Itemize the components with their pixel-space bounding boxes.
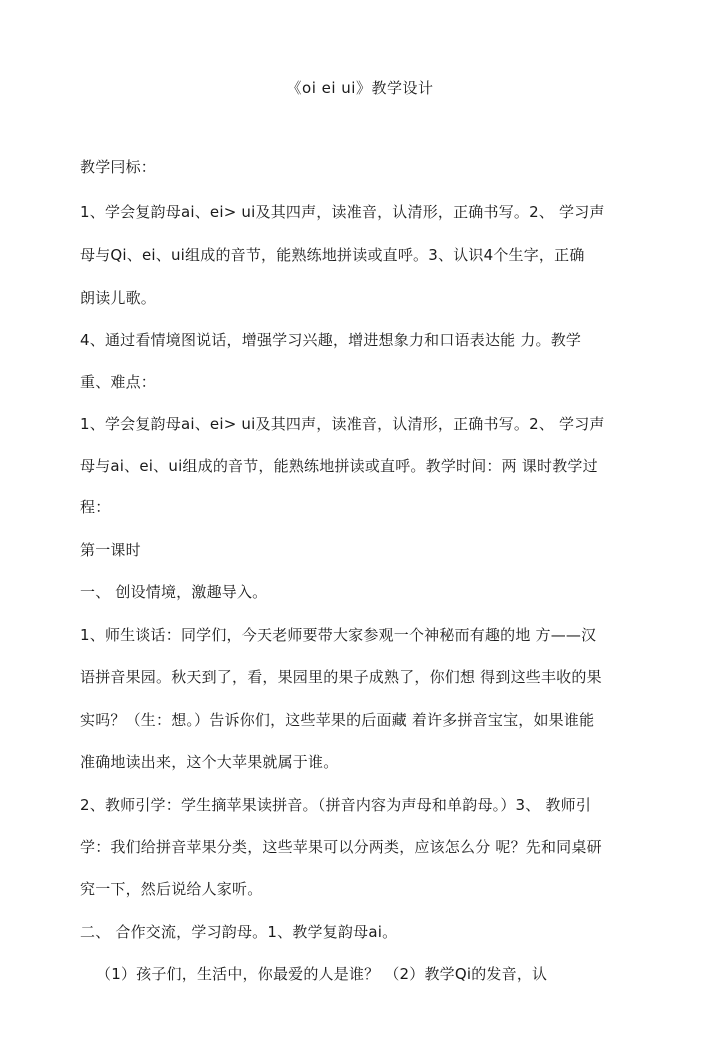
section-heading: 第一课时 [80, 541, 141, 559]
text-line: 4、通过看情境图说话，增强学习兴趣，增进想象力和口语表达能 力。教学 [80, 331, 582, 349]
text-line: 1、学会复韵母ai、ei> ui及其四声，读准音，认清形，正确书写。2、 学习声 [80, 203, 605, 221]
text-line: 2、教师引学：学生摘苹果读拼音。（拼音内容为声母和单韵母。）3、 教师引 [80, 796, 592, 814]
text-line: 母与Qi、ei、ui组成的音节，能熟练地拼读或直呼。3、认识4个生字，正确 [80, 246, 585, 264]
text-line: （1）孩子们，生活中，你最爱的人是谁？ （2）教学Qi的发音，认 [96, 965, 548, 983]
document-title: 《oi ei ui》教学设计 [286, 79, 434, 97]
text-line: 语拼音果园。秋天到了，看，果园里的果子成熟了，你们想 得到这些丰收的果 [80, 668, 602, 686]
text-line: 准确地读出来，这个大苹果就属于谁。 [80, 753, 339, 771]
text-line: 朗读儿歌。 [80, 289, 157, 307]
section-heading: 二、 合作交流，学习韵母。1、教学复韵母ai。 [80, 923, 398, 941]
text-line: 程： [80, 498, 111, 516]
text-line: 教学冃标： [80, 158, 157, 176]
text-line: 1、师生谈话：同学们，今天老师要带大家参观一个神秘而有趣的地 方——汉 [80, 626, 597, 644]
text-line: 重、难点： [80, 373, 157, 391]
text-line: 母与ai、ei、ui组成的音节，能熟练地拼读或直呼。教学时间：两 课时教学过 [80, 457, 598, 475]
text-line: 究一下，然后说给人家听。 [80, 880, 263, 898]
section-heading: 一、 创设情境，激趣导入。 [80, 583, 268, 601]
text-line: 实吗？（生：想。）告诉你们，这些苹果的后面藏 着许多拼音宝宝，如果谁能 [80, 711, 595, 729]
text-line: 学：我们给拼音苹果分类，这些苹果可以分两类，应该怎么分 呢？先和同桌研 [80, 838, 602, 856]
text-line: 1、学会复韵母ai、ei> ui及其四声，读准音，认清形，正确书写。2、 学习声 [80, 415, 605, 433]
